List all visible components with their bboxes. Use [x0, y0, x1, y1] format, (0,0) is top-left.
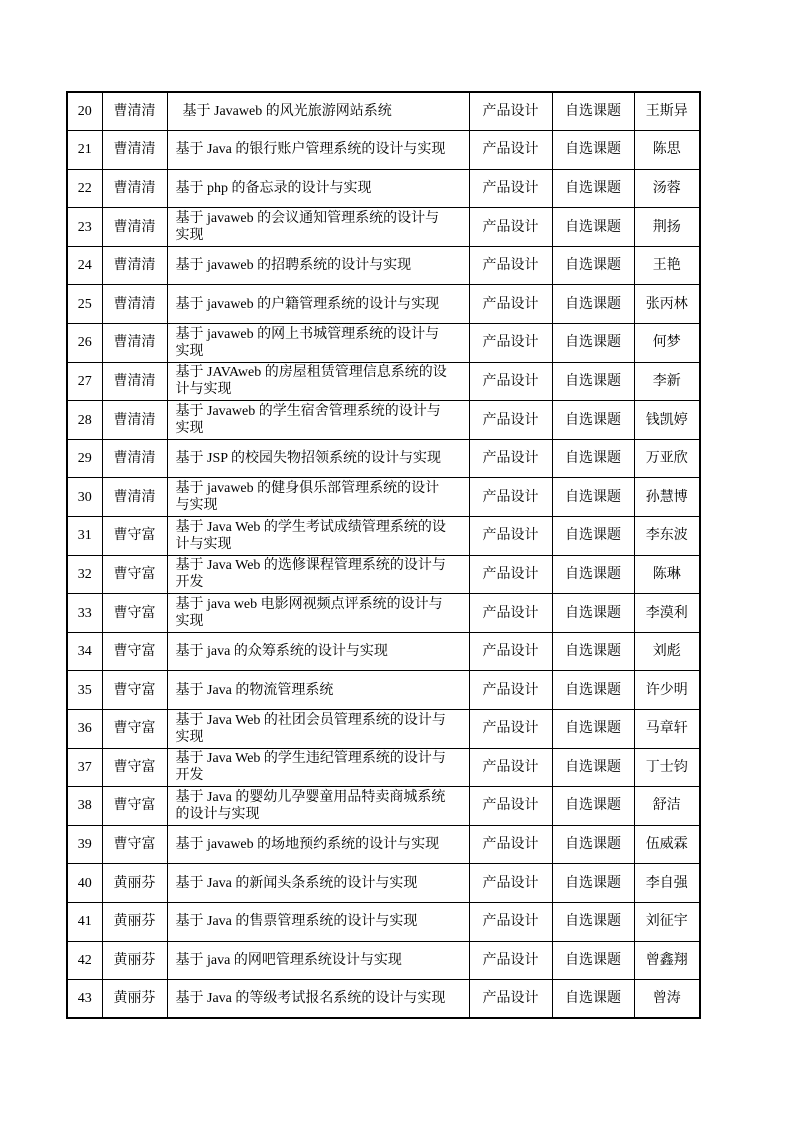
table-row	[67, 285, 700, 324]
topic-line: 基于 php 的备忘录的设计与实现	[175, 180, 372, 196]
topic-title	[167, 208, 469, 247]
topic-title	[167, 748, 469, 787]
student-name: 钱凯婷	[634, 401, 700, 440]
student-name: 孙慧博	[634, 478, 700, 517]
topic-title	[167, 941, 469, 980]
topic-title	[167, 555, 469, 594]
student-name: 伍威霖	[634, 825, 700, 864]
topic-type: 产品设计	[469, 324, 552, 363]
student-name: 荆扬	[634, 208, 700, 247]
row-number: 37	[67, 748, 102, 787]
row-number: 27	[67, 362, 102, 401]
topic-line: 基于 Java Web 的选修课程管理系统的设计与	[175, 558, 446, 574]
topic-type: 产品设计	[469, 362, 552, 401]
row-number: 26	[67, 324, 102, 363]
advisor-name: 曹守富	[102, 555, 167, 594]
student-name: 李新	[634, 362, 700, 401]
table-row	[67, 825, 700, 864]
row-number: 39	[67, 825, 102, 864]
topic-type: 产品设计	[469, 825, 552, 864]
topic-title	[167, 285, 469, 324]
table-row	[67, 864, 700, 903]
topic-line: 基于 JAVAweb 的房屋租赁管理信息系统的设	[175, 365, 447, 381]
student-name: 王斯异	[634, 92, 700, 131]
student-name: 何梦	[634, 324, 700, 363]
topic-source: 自选课题	[552, 748, 634, 787]
topic-line: 基于 Java 的银行账户管理系统的设计与实现	[175, 142, 446, 158]
table-row	[67, 439, 700, 478]
topic-title	[167, 632, 469, 671]
topic-title	[167, 324, 469, 363]
table-row	[67, 246, 700, 285]
row-number: 32	[67, 555, 102, 594]
topic-line: 基于 javaweb 的招聘系统的设计与实现	[175, 258, 412, 274]
student-name: 曾鑫翔	[634, 941, 700, 980]
table-row	[67, 555, 700, 594]
topic-type: 产品设计	[469, 439, 552, 478]
topic-type: 产品设计	[469, 864, 552, 903]
topic-source: 自选课题	[552, 517, 634, 556]
row-number: 23	[67, 208, 102, 247]
row-number: 36	[67, 710, 102, 749]
row-number: 21	[67, 131, 102, 170]
student-name: 陈琳	[634, 555, 700, 594]
topic-title	[167, 246, 469, 285]
topic-title	[167, 710, 469, 749]
topic-line: 基于 Java 的售票管理系统的设计与实现	[175, 914, 418, 930]
student-name: 曾涛	[634, 980, 700, 1019]
topic-type: 产品设计	[469, 710, 552, 749]
topic-title	[167, 362, 469, 401]
topic-line: 开发	[175, 768, 204, 784]
advisor-name: 曹清清	[102, 285, 167, 324]
student-name: 陈思	[634, 131, 700, 170]
topic-source: 自选课题	[552, 246, 634, 285]
topic-line: 实现	[175, 421, 204, 437]
topic-title	[167, 902, 469, 941]
advisor-name: 曹清清	[102, 92, 167, 131]
student-name: 李东波	[634, 517, 700, 556]
topic-line: 基于 Java 的新闻头条系统的设计与实现	[175, 875, 418, 891]
topic-line: 实现	[175, 343, 204, 359]
topic-source: 自选课题	[552, 285, 634, 324]
topic-line: 的设计与实现	[175, 806, 260, 822]
topic-type: 产品设计	[469, 671, 552, 710]
advisor-name: 曹守富	[102, 594, 167, 633]
topic-source: 自选课题	[552, 980, 634, 1019]
topic-source: 自选课题	[552, 787, 634, 826]
topic-title	[167, 401, 469, 440]
topic-title	[167, 980, 469, 1019]
topic-title	[167, 825, 469, 864]
row-number: 33	[67, 594, 102, 633]
table-row	[67, 980, 700, 1019]
topic-type: 产品设计	[469, 92, 552, 131]
row-number: 41	[67, 902, 102, 941]
advisor-name: 黄丽芬	[102, 941, 167, 980]
student-name: 许少明	[634, 671, 700, 710]
advisor-name: 曹清清	[102, 362, 167, 401]
topic-line: 计与实现	[175, 536, 232, 552]
topic-source: 自选课题	[552, 131, 634, 170]
topic-type: 产品设计	[469, 478, 552, 517]
advisor-name: 黄丽芬	[102, 980, 167, 1019]
topic-type: 产品设计	[469, 169, 552, 208]
table-row	[67, 478, 700, 517]
row-number: 29	[67, 439, 102, 478]
topic-type: 产品设计	[469, 748, 552, 787]
advisor-name: 曹守富	[102, 632, 167, 671]
thesis-topics-table	[66, 91, 701, 1019]
topic-source: 自选课题	[552, 324, 634, 363]
topic-type: 产品设计	[469, 401, 552, 440]
row-number: 34	[67, 632, 102, 671]
topic-line: 基于 Java Web 的学生违纪管理系统的设计与	[175, 751, 446, 767]
row-number: 31	[67, 517, 102, 556]
topic-title	[167, 92, 469, 131]
topic-source: 自选课题	[552, 555, 634, 594]
table-row	[67, 671, 700, 710]
topic-source: 自选课题	[552, 825, 634, 864]
student-name: 舒洁	[634, 787, 700, 826]
advisor-name: 曹守富	[102, 748, 167, 787]
topic-title	[167, 787, 469, 826]
student-name: 李自强	[634, 864, 700, 903]
student-name: 张丙林	[634, 285, 700, 324]
topic-source: 自选课题	[552, 92, 634, 131]
topic-line: 实现	[175, 614, 204, 630]
table-row	[67, 748, 700, 787]
topic-type: 产品设计	[469, 902, 552, 941]
table-row	[67, 632, 700, 671]
topic-title	[167, 864, 469, 903]
advisor-name: 曹守富	[102, 671, 167, 710]
topic-line: 基于 java 的网吧管理系统设计与实现	[175, 952, 402, 968]
topic-line: 实现	[175, 729, 204, 745]
topic-type: 产品设计	[469, 517, 552, 556]
student-name: 万亚欣	[634, 439, 700, 478]
topic-line: 基于 JSP 的校园失物招领系统的设计与实现	[175, 451, 441, 467]
advisor-name: 黄丽芬	[102, 902, 167, 941]
table-row	[67, 131, 700, 170]
topic-title	[167, 478, 469, 517]
topic-line: 基于 Java 的等级考试报名系统的设计与实现	[175, 991, 446, 1007]
table-row	[67, 324, 700, 363]
topic-source: 自选课题	[552, 362, 634, 401]
topic-title	[167, 439, 469, 478]
row-number: 35	[67, 671, 102, 710]
topic-line: 基于 Java Web 的学生考试成绩管理系统的设	[175, 519, 446, 535]
topic-line: 基于 Java 的婴幼儿孕婴童用品特卖商城系统	[175, 789, 446, 805]
topic-line: 基于 Java Web 的社团会员管理系统的设计与	[175, 712, 446, 728]
topic-line: 实现	[175, 228, 204, 244]
advisor-name: 曹清清	[102, 401, 167, 440]
topic-source: 自选课题	[552, 169, 634, 208]
table-row	[67, 594, 700, 633]
topic-type: 产品设计	[469, 632, 552, 671]
topic-source: 自选课题	[552, 671, 634, 710]
advisor-name: 曹清清	[102, 169, 167, 208]
topic-line: 基于 javaweb 的户籍管理系统的设计与实现	[175, 296, 440, 312]
topic-source: 自选课题	[552, 439, 634, 478]
topic-type: 产品设计	[469, 594, 552, 633]
topic-title	[167, 131, 469, 170]
table-row	[67, 362, 700, 401]
topic-line: 开发	[175, 575, 204, 591]
row-number: 43	[67, 980, 102, 1019]
topic-source: 自选课题	[552, 478, 634, 517]
table-row	[67, 169, 700, 208]
topic-source: 自选课题	[552, 864, 634, 903]
table-row	[67, 92, 700, 131]
topic-source: 自选课题	[552, 401, 634, 440]
table-row	[67, 401, 700, 440]
topic-line: 基于 Javaweb 的学生宿舍管理系统的设计与	[175, 404, 441, 420]
row-number: 28	[67, 401, 102, 440]
advisor-name: 曹守富	[102, 787, 167, 826]
table-row	[67, 787, 700, 826]
topic-line: 基于 javaweb 的网上书城管理系统的设计与	[175, 326, 440, 342]
topic-title	[167, 594, 469, 633]
topic-line: 基于 javaweb 的会议通知管理系统的设计与	[175, 211, 440, 227]
topic-line: 基于 Javaweb 的风光旅游网站系统	[182, 104, 392, 120]
topic-type: 产品设计	[469, 246, 552, 285]
advisor-name: 黄丽芬	[102, 864, 167, 903]
advisor-name: 曹守富	[102, 710, 167, 749]
topic-source: 自选课题	[552, 941, 634, 980]
student-name: 刘彪	[634, 632, 700, 671]
student-name: 汤蓉	[634, 169, 700, 208]
row-number: 20	[67, 92, 102, 131]
table-row	[67, 941, 700, 980]
topic-source: 自选课题	[552, 710, 634, 749]
topic-type: 产品设计	[469, 980, 552, 1019]
advisor-name: 曹清清	[102, 131, 167, 170]
topic-source: 自选课题	[552, 902, 634, 941]
topic-line: 基于 java web 电影网视频点评系统的设计与	[175, 597, 443, 613]
table-row	[67, 517, 700, 556]
table-row	[67, 710, 700, 749]
topic-title	[167, 671, 469, 710]
topic-source: 自选课题	[552, 594, 634, 633]
advisor-name: 曹清清	[102, 246, 167, 285]
row-number: 42	[67, 941, 102, 980]
row-number: 25	[67, 285, 102, 324]
advisor-name: 曹守富	[102, 517, 167, 556]
topic-line: 基于 java 的众筹系统的设计与实现	[175, 644, 388, 660]
student-name: 李漠利	[634, 594, 700, 633]
advisor-name: 曹清清	[102, 439, 167, 478]
row-number: 22	[67, 169, 102, 208]
topic-line: 基于 javaweb 的健身俱乐部管理系统的设计	[175, 481, 440, 497]
topic-type: 产品设计	[469, 941, 552, 980]
table-body	[67, 92, 700, 1018]
student-name: 丁士钧	[634, 748, 700, 787]
row-number: 40	[67, 864, 102, 903]
table-row	[67, 902, 700, 941]
advisor-name: 曹清清	[102, 478, 167, 517]
row-number: 30	[67, 478, 102, 517]
topic-line: 基于 javaweb 的场地预约系统的设计与实现	[175, 837, 440, 853]
topic-line: 与实现	[175, 498, 218, 514]
topic-type: 产品设计	[469, 285, 552, 324]
advisor-name: 曹清清	[102, 208, 167, 247]
advisor-name: 曹清清	[102, 324, 167, 363]
topic-line: 计与实现	[175, 382, 232, 398]
topic-type: 产品设计	[469, 208, 552, 247]
student-name: 王艳	[634, 246, 700, 285]
topic-title	[167, 517, 469, 556]
student-name: 马章轩	[634, 710, 700, 749]
student-name: 刘征宇	[634, 902, 700, 941]
topic-title	[167, 169, 469, 208]
topic-source: 自选课题	[552, 208, 634, 247]
topic-type: 产品设计	[469, 787, 552, 826]
table-row	[67, 208, 700, 247]
topic-source: 自选课题	[552, 632, 634, 671]
topic-type: 产品设计	[469, 131, 552, 170]
row-number: 24	[67, 246, 102, 285]
row-number: 38	[67, 787, 102, 826]
advisor-name: 曹守富	[102, 825, 167, 864]
topic-type: 产品设计	[469, 555, 552, 594]
topic-line: 基于 Java 的物流管理系统	[175, 682, 334, 698]
